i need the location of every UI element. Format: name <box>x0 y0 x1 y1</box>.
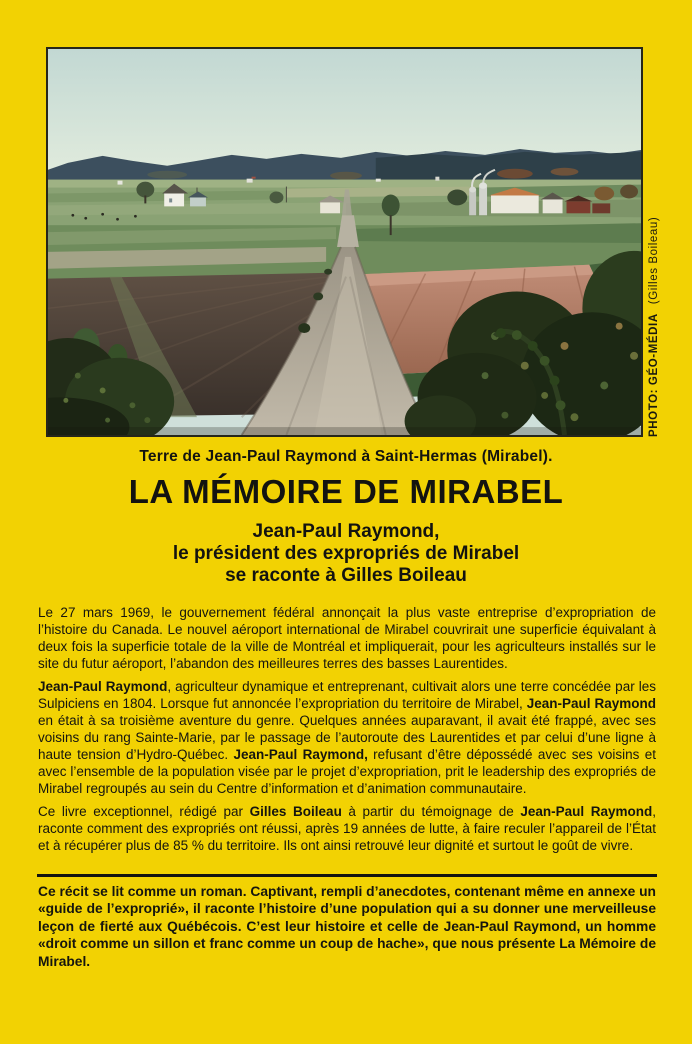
book-subtitle <box>0 521 692 587</box>
synopsis <box>38 604 656 860</box>
subtitle-line-2: le président des expropriés de Mirabel <box>172 543 520 564</box>
synopsis-paragraph-1: Le 27 mars 1969, le gouvernement fédéral annonçait la plus vaste entreprise d’expropriation de l’histoire du Canada. Le nouvel aéroport international de Mirabel couvrirait une superficie équivalant à deux fois la superficie totale de la ville de Montréal et impliquerait, pour les agriculteurs installés sur le site du futur aéroport, l’abandon des meilleures terres des basses Laurentides. <box>38 605 656 671</box>
farm-photo-illustration <box>48 49 641 435</box>
photo-credit-agency: PHOTO: GÉO-MÉDIA <box>648 313 660 437</box>
subtitle-line-3: se raconte à Gilles Boileau <box>225 565 467 586</box>
photo-bottom-shadow <box>48 427 641 435</box>
blurb-paragraph: Ce récit se lit comme un roman. Captivant, rempli d’anecdotes, contenant même en annexe un «guide de l’exproprié», il raconte l’histoire d’une population qui a su donner une merveilleuse leçon de fierté aux Québécois. C’est leur histoire et celle de Jean-Paul Raymond, un homme «droit comme un sillon et franc comme un coup de hache», que nous présente La Mémoire de Mirabel. <box>38 884 656 969</box>
farm-photo <box>46 47 643 437</box>
photo-credit-photographer: (Gilles Boileau) <box>648 216 660 305</box>
synopsis-paragraph-2: Jean-Paul Raymond, agriculteur dynamique et entreprenant, cultivait alors une terre concédée par les Sulpiciens en 1804. Lorsque fut annoncée l’expropriation du territoire de Mirabel, Jean-Paul Raymond en était à sa troisième aventure du genre. Quelques années auparavant, il avait été frappé, avec ses voisins du rang Sainte-Marie, par le passage de l’autoroute des Laurentides et par celui d’une ligne à haute tension d’Hydro-Québec. Jean-Paul Raymond, refusant d’être dépossédé avec ses voisins et avec l’ensemble de la population visée par le projet d’expropriation, prit le leadership des expropriés de Mirabel regroupés au sein du Centre d’information et d’animation communautaire. <box>38 679 656 796</box>
synopsis-paragraph-3: Ce livre exceptionnel, rédigé par Gilles Boileau à partir du témoignage de Jean-Paul Raymond, raconte comment des expropriés ont réussi, après 19 années de lutte, à faire reculer l’appareil de l’État et à récupérer plus de 85 % du territoire. Ils ont ainsi retrouvé leur dignité et surtout le goût de vivre. <box>38 804 657 853</box>
divider-rule <box>37 874 657 877</box>
subtitle-line-1: Jean-Paul Raymond, <box>252 521 440 542</box>
photo-caption: Terre de Jean-Paul Raymond à Saint-Hermas (Mirabel). <box>139 448 553 465</box>
book-title: LA MÉMOIRE DE MIRABEL <box>128 473 564 510</box>
photo-credit <box>648 47 664 437</box>
